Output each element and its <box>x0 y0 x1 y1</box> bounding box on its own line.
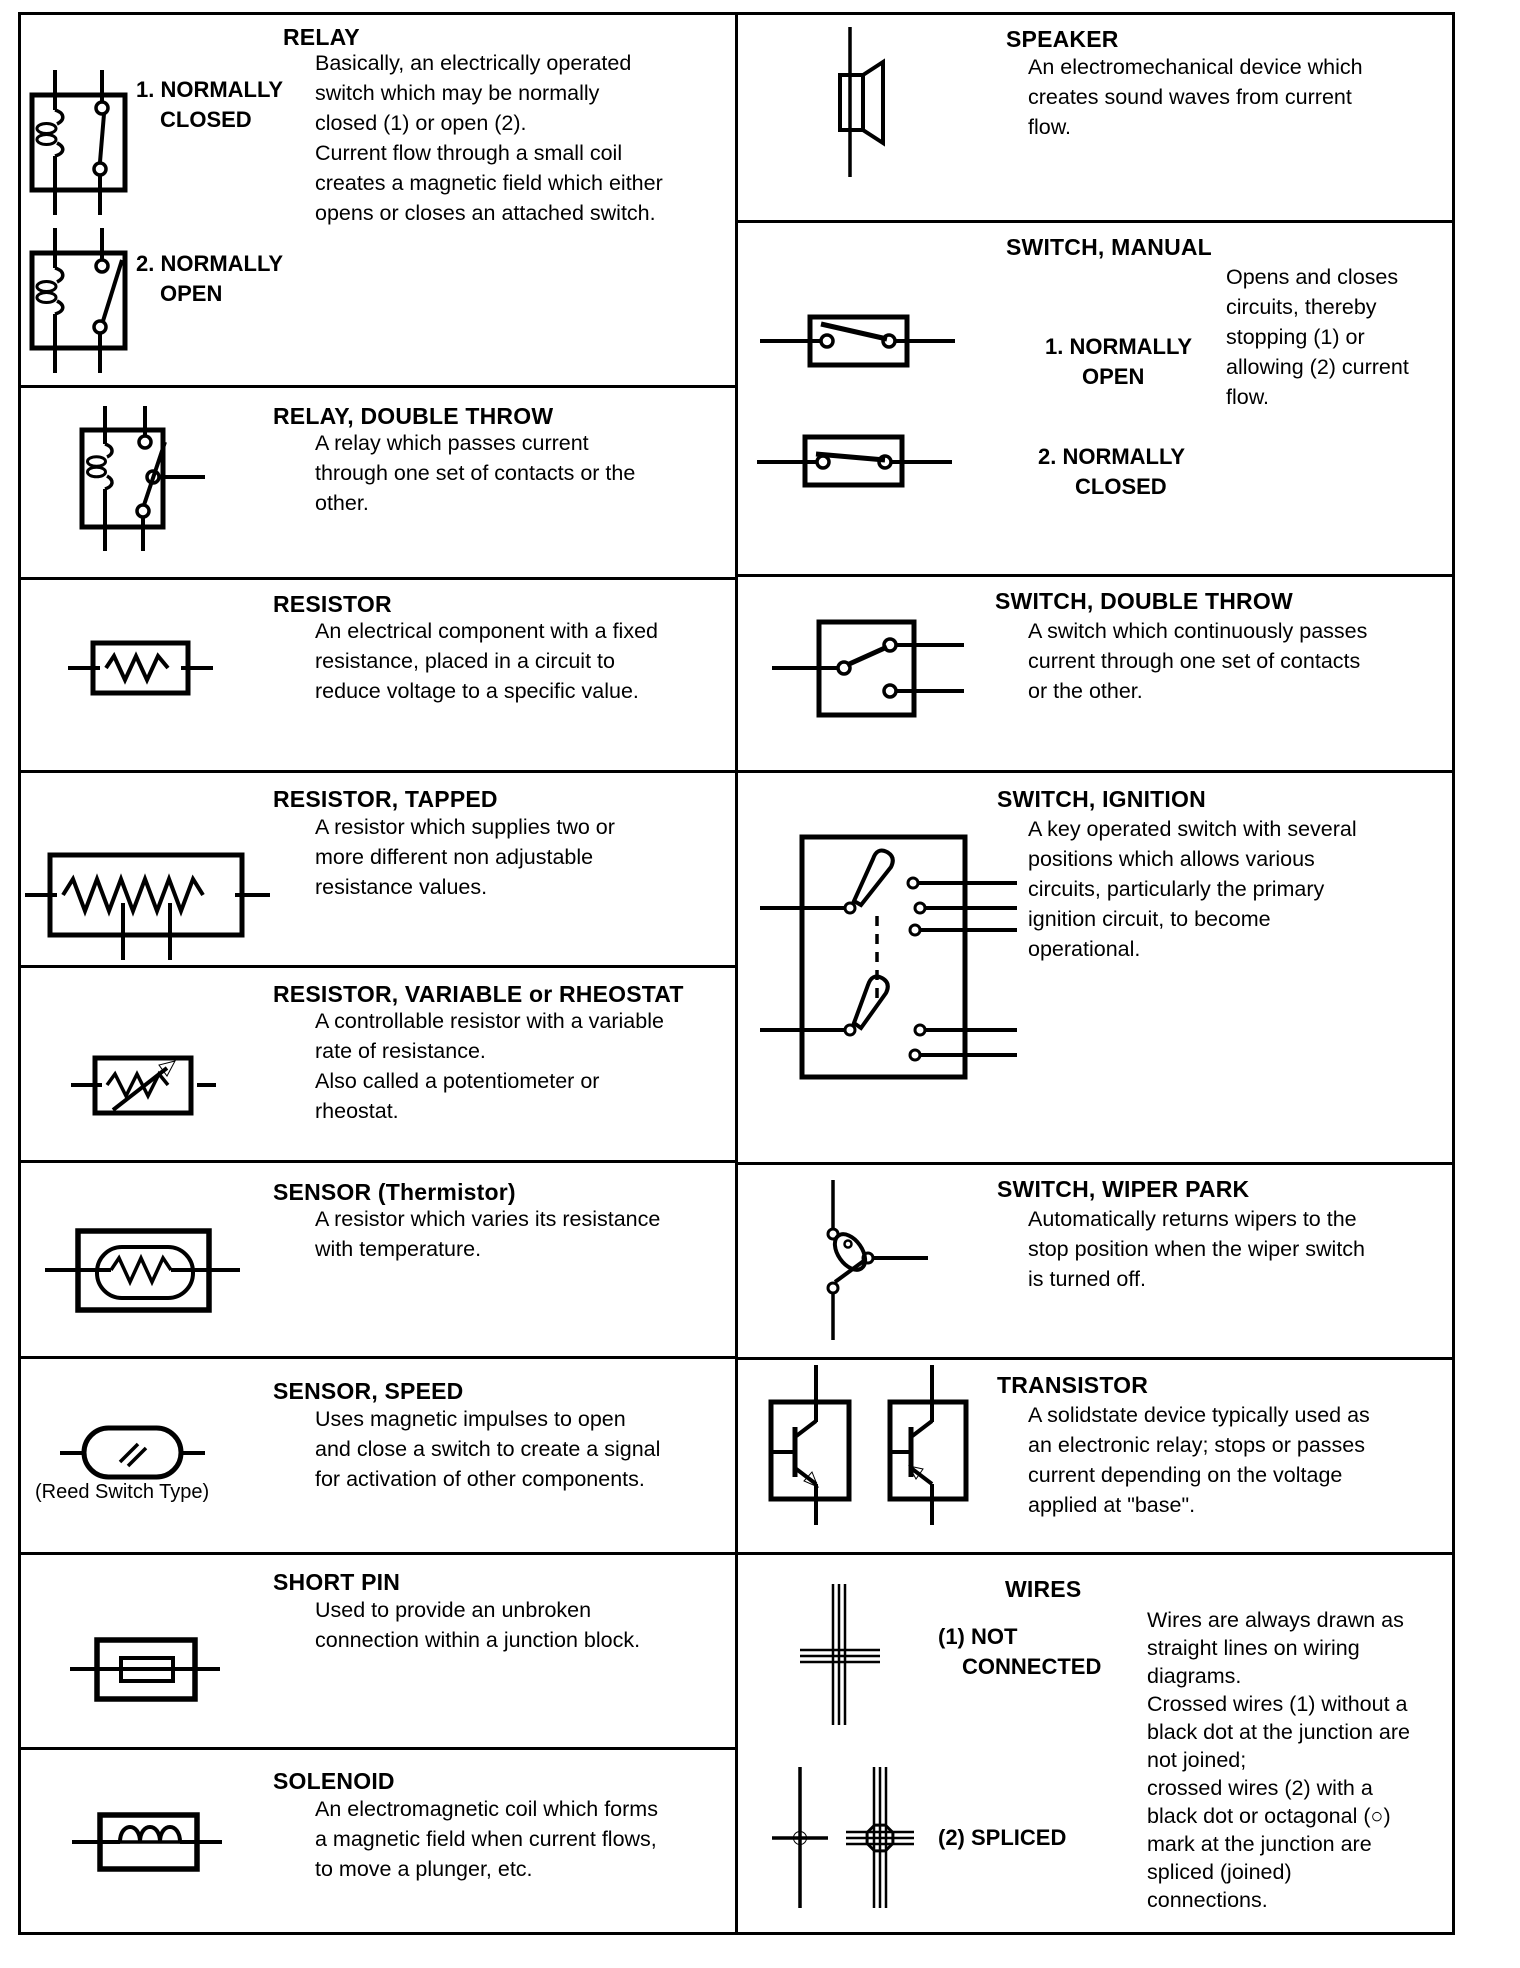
cell-title: SWITCH, WIPER PARK <box>997 1176 1250 1202</box>
cell-title: RELAY <box>283 24 360 50</box>
text-line: not joined; <box>1147 1748 1247 1772</box>
text-line: Also called a potentiometer or <box>315 1069 600 1093</box>
speaker-symbol <box>835 27 895 177</box>
text-line: or the other. <box>1028 679 1143 703</box>
sensor-speed-symbol <box>60 1425 205 1480</box>
text-line: Basically, an electrically operated <box>315 51 632 75</box>
switch-wiper-park-symbol <box>810 1172 930 1342</box>
text-line: A solidstate device typically used as <box>1028 1403 1370 1427</box>
switch-manual-normally-closed-symbol <box>757 434 952 489</box>
text-line: Wires are always drawn as <box>1147 1608 1404 1632</box>
text-line: crossed wires (2) with a <box>1147 1776 1373 1800</box>
cell-relay-double-throw <box>18 385 735 577</box>
text-line: current through one set of contacts <box>1028 649 1361 673</box>
cell-description <box>315 48 663 228</box>
text-line: an electronic relay; stops or passes <box>1028 1433 1365 1457</box>
cell-description <box>1028 52 1363 142</box>
cell-short-pin <box>18 1552 735 1747</box>
text-line: Automatically returns wipers to the <box>1028 1207 1357 1231</box>
text-line: creates a magnetic field which either <box>315 171 663 195</box>
text-line: current depending on the voltage <box>1028 1463 1343 1487</box>
switch-double-throw-symbol <box>768 616 968 721</box>
cell-switch-double-throw <box>735 574 1455 770</box>
cell-title: WIRES <box>1005 1576 1082 1602</box>
text-line: A resistor which varies its resistance <box>315 1207 661 1231</box>
relay-normally-closed-label <box>136 75 283 135</box>
text-line: opens or closes an attached switch. <box>315 201 656 225</box>
text-line: applied at "base". <box>1028 1493 1196 1517</box>
cell-title: SWITCH, MANUAL <box>1006 234 1212 260</box>
cell-switch-ignition <box>735 770 1455 1162</box>
text-line: black dot at the junction are <box>1147 1720 1410 1744</box>
text-line: a magnetic field when current flows, <box>315 1827 657 1851</box>
text-line: for activation of other components. <box>315 1467 645 1491</box>
text-line: black dot or octagonal (○) <box>1147 1804 1391 1828</box>
cell-solenoid <box>18 1747 735 1932</box>
text-line: flow. <box>1028 115 1072 139</box>
cell-title: SWITCH, DOUBLE THROW <box>995 588 1293 614</box>
text-line: positions which allows various <box>1028 847 1315 871</box>
switch-manual-normally-open-symbol <box>760 314 955 369</box>
text-line: Uses magnetic impulses to open <box>315 1407 626 1431</box>
text-line: stop position when the wiper switch <box>1028 1237 1366 1261</box>
cell-description <box>1028 814 1357 964</box>
cell-description <box>1147 1606 1410 1914</box>
cell-speaker <box>735 12 1455 220</box>
text-line: diagrams. <box>1147 1664 1242 1688</box>
text-line: other. <box>315 491 369 515</box>
relay-double-throw-symbol <box>75 406 210 551</box>
text-line: mark at the junction are <box>1147 1832 1372 1856</box>
text-line: straight lines on wiring <box>1147 1636 1360 1660</box>
resistor-tapped-symbol <box>25 853 270 963</box>
text-line: resistance, placed in a circuit to <box>315 649 615 673</box>
switch-normally-closed-label <box>1038 442 1185 502</box>
text-line: creates sound waves from current <box>1028 85 1352 109</box>
transistor-symbols <box>762 1365 977 1525</box>
text-line: Crossed wires (1) without a <box>1147 1692 1408 1716</box>
cell-title: SENSOR, SPEED <box>273 1378 464 1404</box>
text-line: 1. NORMALLY <box>1045 334 1193 359</box>
text-line: 1. NORMALLY <box>136 77 284 102</box>
cell-description <box>315 1204 660 1264</box>
text-line: A switch which continuously passes <box>1028 619 1368 643</box>
resistor-variable-symbol <box>71 1048 216 1123</box>
text-line: OPEN <box>160 281 223 306</box>
text-line: Current flow through a small coil <box>315 141 623 165</box>
text-line: Used to provide an unbroken <box>315 1598 592 1622</box>
text-line: 2. NORMALLY <box>136 251 284 276</box>
cell-switch-manual <box>735 220 1455 574</box>
text-line: is turned off. <box>1028 1267 1146 1291</box>
text-line: resistance values. <box>315 875 488 899</box>
text-line: A relay which passes current <box>315 431 589 455</box>
text-line: flow. <box>1226 385 1270 409</box>
wires-not-connected-label <box>938 1622 1101 1682</box>
cell-sensor-speed <box>18 1356 735 1552</box>
text-line: circuits, particularly the primary <box>1028 877 1325 901</box>
cell-resistor-variable <box>18 965 735 1160</box>
text-line: (2) SPLICED <box>938 1825 1067 1850</box>
text-line: closed (1) or open (2). <box>315 111 527 135</box>
text-line: to move a plunger, etc. <box>315 1857 533 1881</box>
text-line: (1) NOT <box>938 1624 1018 1649</box>
switch-ignition-symbol <box>755 832 1025 1092</box>
resistor-symbol <box>68 641 213 696</box>
cell-description <box>315 1595 640 1655</box>
cell-description <box>315 428 635 518</box>
wires-spliced-symbol <box>770 1765 945 1910</box>
cell-description <box>315 1794 658 1884</box>
relay-normally-open-label <box>136 249 283 309</box>
cell-title: RESISTOR, VARIABLE or RHEOSTAT <box>273 981 684 1007</box>
cell-title: SOLENOID <box>273 1768 395 1794</box>
cell-description <box>315 616 658 706</box>
text-line: CLOSED <box>160 107 252 132</box>
text-line: A key operated switch with several <box>1028 817 1357 841</box>
text-line: An electrical component with a fixed <box>315 619 658 643</box>
cell-title: SPEAKER <box>1006 26 1119 52</box>
text-line: A resistor which supplies two or <box>315 815 615 839</box>
text-line: CLOSED <box>1075 474 1167 499</box>
text-line: stopping (1) or <box>1226 325 1365 349</box>
text-line: circuits, thereby <box>1226 295 1377 319</box>
text-line: operational. <box>1028 937 1141 961</box>
cell-description <box>1028 1400 1370 1520</box>
text-line: rate of resistance. <box>315 1039 486 1063</box>
cell-description <box>315 812 615 902</box>
cell-description <box>1226 262 1409 412</box>
cell-description <box>1028 616 1367 706</box>
text-line: ignition circuit, to become <box>1028 907 1271 931</box>
short-pin-symbol <box>70 1637 220 1702</box>
text-line: OPEN <box>1082 364 1145 389</box>
wires-not-connected-symbol <box>795 1582 885 1727</box>
cell-title: SENSOR (Thermistor) <box>273 1179 516 1205</box>
cell-title: SHORT PIN <box>273 1569 401 1595</box>
text-line: more different non adjustable <box>315 845 594 869</box>
solenoid-symbol <box>72 1812 222 1872</box>
text-line: connection within a junction block. <box>315 1628 641 1652</box>
text-line: spliced (joined) <box>1147 1860 1292 1884</box>
cell-title: RESISTOR <box>273 591 392 617</box>
cell-description <box>315 1006 664 1126</box>
text-line: An electromagnetic coil which forms <box>315 1797 658 1821</box>
text-line: CONNECTED <box>962 1654 1102 1679</box>
cell-description <box>315 1404 660 1494</box>
cell-sensor-thermistor <box>18 1160 735 1356</box>
text-line: reduce voltage to a specific value. <box>315 679 639 703</box>
text-line: connections. <box>1147 1888 1268 1912</box>
text-line: allowing (2) current <box>1226 355 1409 379</box>
cell-transistor <box>735 1357 1455 1552</box>
cell-resistor-tapped <box>18 770 735 965</box>
cell-description <box>1028 1204 1365 1294</box>
cell-relay <box>18 12 735 385</box>
relay-normally-closed-symbol <box>20 70 130 215</box>
text-line: A controllable resistor with a variable <box>315 1009 664 1033</box>
sensor-thermistor-symbol <box>45 1228 240 1313</box>
text-line: through one set of contacts or the <box>315 461 636 485</box>
text-line: with temperature. <box>315 1237 482 1261</box>
reed-switch-type-note: (Reed Switch Type) <box>35 1481 210 1503</box>
cell-switch-wiper-park <box>735 1162 1455 1357</box>
switch-normally-open-label <box>1045 332 1192 392</box>
cell-title: RELAY, DOUBLE THROW <box>273 403 554 429</box>
text-line: and close a switch to create a signal <box>315 1437 661 1461</box>
cell-wires <box>735 1552 1455 1932</box>
wires-spliced-label <box>938 1823 1066 1853</box>
text-line: 2. NORMALLY <box>1038 444 1186 469</box>
cell-title: TRANSISTOR <box>997 1372 1149 1398</box>
text-line: rheostat. <box>315 1099 399 1123</box>
text-line: An electromechanical device which <box>1028 55 1363 79</box>
cell-title: RESISTOR, TAPPED <box>273 786 498 812</box>
text-line: switch which may be normally <box>315 81 600 105</box>
text-line: Opens and closes <box>1226 265 1399 289</box>
relay-normally-open-symbol <box>20 228 130 373</box>
cell-title: SWITCH, IGNITION <box>997 786 1206 812</box>
cell-resistor <box>18 577 735 770</box>
